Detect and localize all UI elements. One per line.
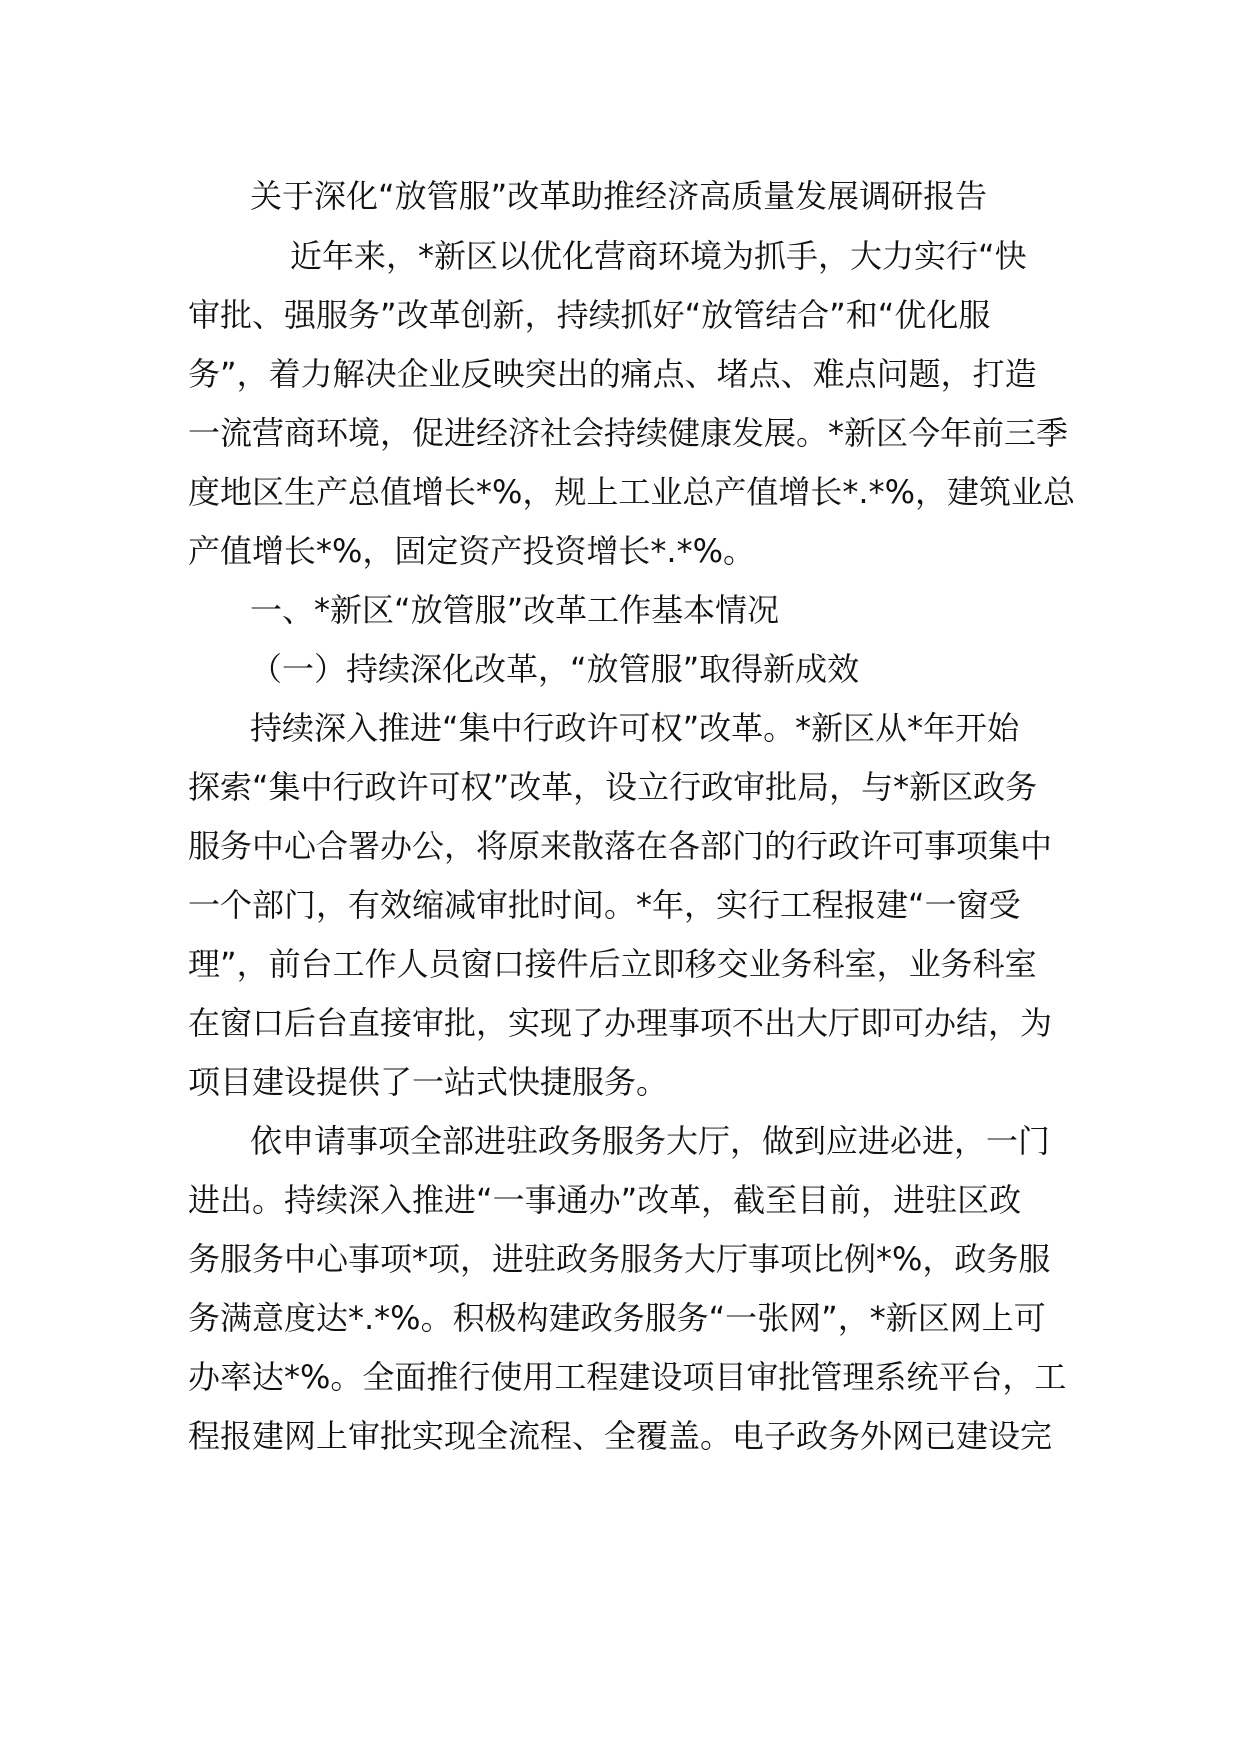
paragraph-line: 依申请事项全部进驻政务服务大厅，做到应进必进，一门	[250, 1122, 1051, 1160]
section-heading: 一、*新区“放管服”改革工作基本情况	[250, 591, 780, 629]
paragraph-line: 务服务中心事项*项，进驻政务服务大厅事项比例*%，政务服	[188, 1240, 1051, 1278]
paragraph-line: 近年来，*新区以优化营商环境为抓手，大力实行“快	[290, 237, 1027, 275]
paragraph-line: 项目建设提供了一站式快捷服务。	[188, 1063, 669, 1101]
paragraph-line: 程报建网上审批实现全流程、全覆盖。电子政务外网已建设完	[188, 1417, 1053, 1455]
paragraph-line: 一流营商环境，促进经济社会持续健康发展。*新区今年前三季	[188, 414, 1069, 452]
paragraph-line: 持续深入推进“集中行政许可权”改革。*新区从*年开始	[250, 709, 1020, 747]
paragraph-line: 理”，前台工作人员窗口接件后立即移交业务科室，业务科室	[188, 945, 1037, 983]
paragraph-line: 度地区生产总值增长*%，规上工业总产值增长*.*%，建筑业总	[188, 473, 1075, 511]
paragraph-line: 探索“集中行政许可权”改革，设立行政审批局，与*新区政务	[188, 768, 1038, 806]
paragraph-line: 审批、强服务”改革创新，持续抓好“放管结合”和“优化服	[188, 296, 991, 334]
paragraph-line: 产值增长*%，固定资产投资增长*.*%。	[188, 532, 755, 570]
paragraph-line: 服务中心合署办公，将原来散落在各部门的行政许可事项集中	[188, 827, 1053, 865]
paragraph-line: 一个部门，有效缩减审批时间。*年，实行工程报建“一窗受	[188, 886, 1021, 924]
paragraph-line: 务”，着力解决企业反映突出的痛点、堵点、难点问题，打造	[188, 355, 1037, 393]
paragraph-line: 在窗口后台直接审批，实现了办理事项不出大厅即可办结，为	[188, 1004, 1053, 1042]
document-title: 关于深化“放管服”改革助推经济高质量发展调研报告	[250, 177, 988, 215]
paragraph-line: 办率达*%。全面推行使用工程建设项目审批管理系统平台，工	[188, 1358, 1067, 1396]
paragraph-line: 务满意度达*.*%。积极构建政务服务“一张网”，*新区网上可	[188, 1299, 1046, 1337]
subsection-heading: （一）持续深化改革，“放管服”取得新成效	[250, 650, 860, 688]
paragraph-line: 进出。持续深入推进“一事通办”改革，截至目前，进驻区政	[188, 1181, 1022, 1219]
